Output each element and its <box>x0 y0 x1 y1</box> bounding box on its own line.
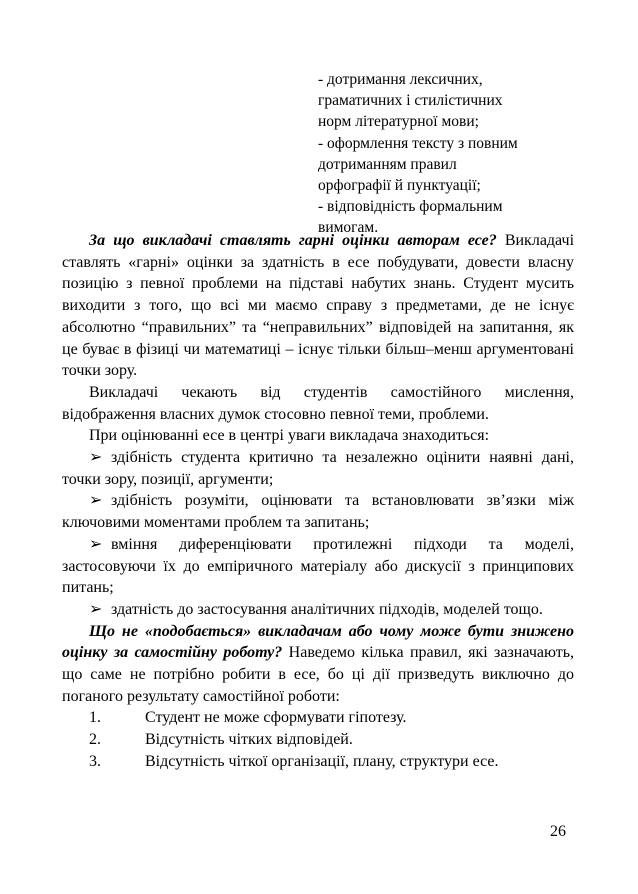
paragraph-penalties <box>62 621 574 708</box>
requirements-line: дотриманням правил <box>318 155 457 173</box>
paragraph-focus: При оцінюванні есе в центрі уваги викладача знаходиться: <box>89 427 490 445</box>
question-heading: За що викладачі ставлять гарні оцінки авторам есе? <box>89 232 497 249</box>
list-item-text: здібність розуміти, оцінювати та встановлювати зв’язки між ключовими моментами проблем та запитань; <box>62 492 574 532</box>
question-heading: Що не «подобається» викладачам або чому може бути знижено оцінку за самостійну роботу? <box>62 622 574 662</box>
list-item-text: вміння диференціювати протилежні підходи та моделі, застосовуючи їх до емпіричного матеріалу або дискусії з принципових питань; <box>62 535 574 597</box>
list-item-text: здібність студента критично та незалежно оцінити наявні дані, точки зору, позиції, аргументи; <box>62 449 574 488</box>
page-number: 26 <box>550 823 566 840</box>
arrow-bullet-icon: ➢ <box>89 492 103 510</box>
requirements-line: норм літературної мови; <box>318 113 479 131</box>
paragraph-expectations: Викладачі чекають від студентів самостійного мислення, відображення власних думок стосовно певної теми, проблеми. <box>62 383 574 423</box>
requirements-line: орфографії й пунктуації; <box>318 177 481 195</box>
list-item <box>62 599 574 621</box>
item-number: 1. <box>89 709 101 727</box>
requirements-list <box>318 69 568 239</box>
numbered-item <box>62 729 574 751</box>
requirements-line: - відповідність формальним <box>318 198 503 216</box>
list-item <box>62 447 574 490</box>
main-text <box>62 230 574 773</box>
item-text: Студент не може сформувати гіпотезу. <box>145 709 407 727</box>
list-item <box>62 534 574 599</box>
item-text: Відсутність чітких відповідей. <box>145 731 353 749</box>
paragraph-text: Наведемо кілька правил, які зазначають, що саме не потрібно робити в есе, бо ці дії призведуть виключно до поганого результату самостійної роботи: <box>62 644 575 705</box>
item-number: 2. <box>89 731 101 749</box>
arrow-bullet-icon: ➢ <box>89 535 103 553</box>
item-text: Відсутність чіткої організації, плану, структури есе. <box>145 752 499 770</box>
requirements-line: - оформлення тексту з повним <box>318 134 518 152</box>
list-item <box>62 490 574 533</box>
item-number: 3. <box>89 752 101 770</box>
arrow-bullet-icon: ➢ <box>89 449 103 467</box>
list-item-text: здатність до застосування аналітичних підходів, моделей тощо. <box>111 600 543 618</box>
paragraph-text: Викладачі ставлять «гарні» оцінки за здатність в есе побудувати, довести власну позицію з певної проблеми на підставі набутих знань. Студент мусить виходити з того, що всі ми маємо справу з предметами, де не існує абсолютно “правильних” та “неправильних” відповідей на запитання, як це буває в фізиці чи математиці – існує тільки більш–менш аргументовані точки зору. <box>62 232 575 380</box>
numbered-item <box>62 707 574 729</box>
numbered-item <box>62 751 574 773</box>
requirements-line: граматичних і стилістичних <box>318 92 503 110</box>
paragraph-grades <box>62 230 574 382</box>
requirements-line: вимогам. <box>318 219 379 237</box>
requirements-line: - дотримання лексичних, <box>318 71 483 88</box>
arrow-bullet-icon: ➢ <box>89 600 103 618</box>
